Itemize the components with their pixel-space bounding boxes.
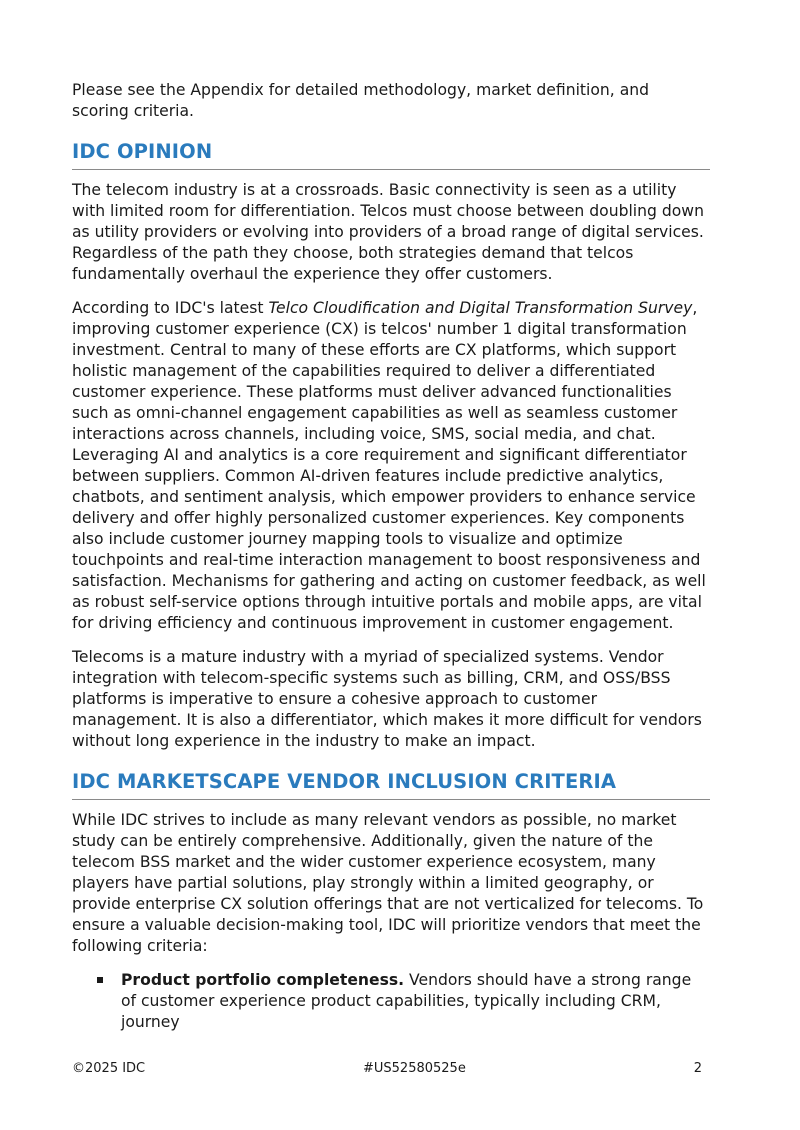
opinion-paragraph-1: The telecom industry is at a crossroads. Basic connectivity is seen as a utility with limited room for differentiation. Telcos must choose between doubling down as utility providers or evolving into providers of a broad range of digital services. Regardless of the path they choose, both strategies demand that telcos fundamentally overhaul the experience they offer customers. — [72, 181, 704, 283]
criteria-label: Product portfolio completeness. — [121, 971, 405, 989]
section-heading-inclusion-criteria: IDC MARKETSCAPE VENDOR INCLUSION CRITERIA — [72, 770, 710, 800]
footer-page-number: 2 — [693, 1061, 702, 1076]
opinion-p2-body: , improving customer experience (CX) is telcos' number 1 digital transformation investment. Central to many of these efforts are CX platforms, which support holistic management of the capabilities required to deliver a differentiated customer experience. These platforms must deliver advanced functionalities such as omni-channel engagement capabilities as well as seamless customer interactions across channels, including voice, SMS, social media, and chat. Leveraging AI and analytics is a core requirement and significant differentiator between suppliers. Common AI-driven features include predictive analytics, chatbots, and sentiment analysis, which empower providers to enhance service delivery and offer highly personalized customer experiences. Key components also include customer journey mapping tools to visualize and optimize touchpoints and real-time interaction management to boost responsiveness and satisfaction. Mechanisms for gathering and acting on customer feedback, as well as robust self-service options through intuitive portals and mobile apps, are vital for driving efficiency and continuous improvement in customer engagement. — [72, 299, 706, 632]
intro-paragraph: Please see the Appendix for detailed methodology, market definition, and scoring criteria. — [72, 81, 650, 120]
opinion-p2-lead: According to IDC's latest — [72, 299, 269, 317]
square-bullet-icon — [97, 977, 103, 983]
footer-copyright: ©2025 IDC — [72, 1061, 146, 1076]
criteria-text: Vendors should have a strong range of customer experience product capabilities, typically including CRM, journey — [121, 971, 692, 1031]
section-heading-idc-opinion: IDC OPINION — [72, 140, 710, 170]
opinion-paragraph-2 — [72, 298, 710, 634]
opinion-paragraph-3: Telecoms is a mature industry with a myriad of specialized systems. Vendor integration with telecom-specific systems such as billing, CRM, and OSS/BSS platforms is imperative to ensure a cohesive approach to customer management. It is also a differentiator, which makes it more difficult for vendors without long experience in the industry to make an impact. — [72, 648, 702, 750]
inclusion-paragraph-1: While IDC strives to include as many relevant vendors as possible, no market study can be entirely comprehensive. Additionally, given the nature of the telecom BSS market and the wider customer experience ecosystem, many players have partial solutions, play strongly within a limited geography, or provide enterprise CX solution offerings that are not verticalized for telecoms. To ensure a valuable decision-making tool, IDC will prioritize vendors that meet the following criteria: — [72, 811, 704, 955]
footer-document-id: #US52580525e — [363, 1061, 466, 1076]
survey-title: Telco Cloudification and Digital Transformation Survey — [268, 299, 693, 317]
criteria-list — [72, 970, 710, 1033]
list-item — [72, 970, 710, 1033]
document-page — [72, 80, 710, 1033]
